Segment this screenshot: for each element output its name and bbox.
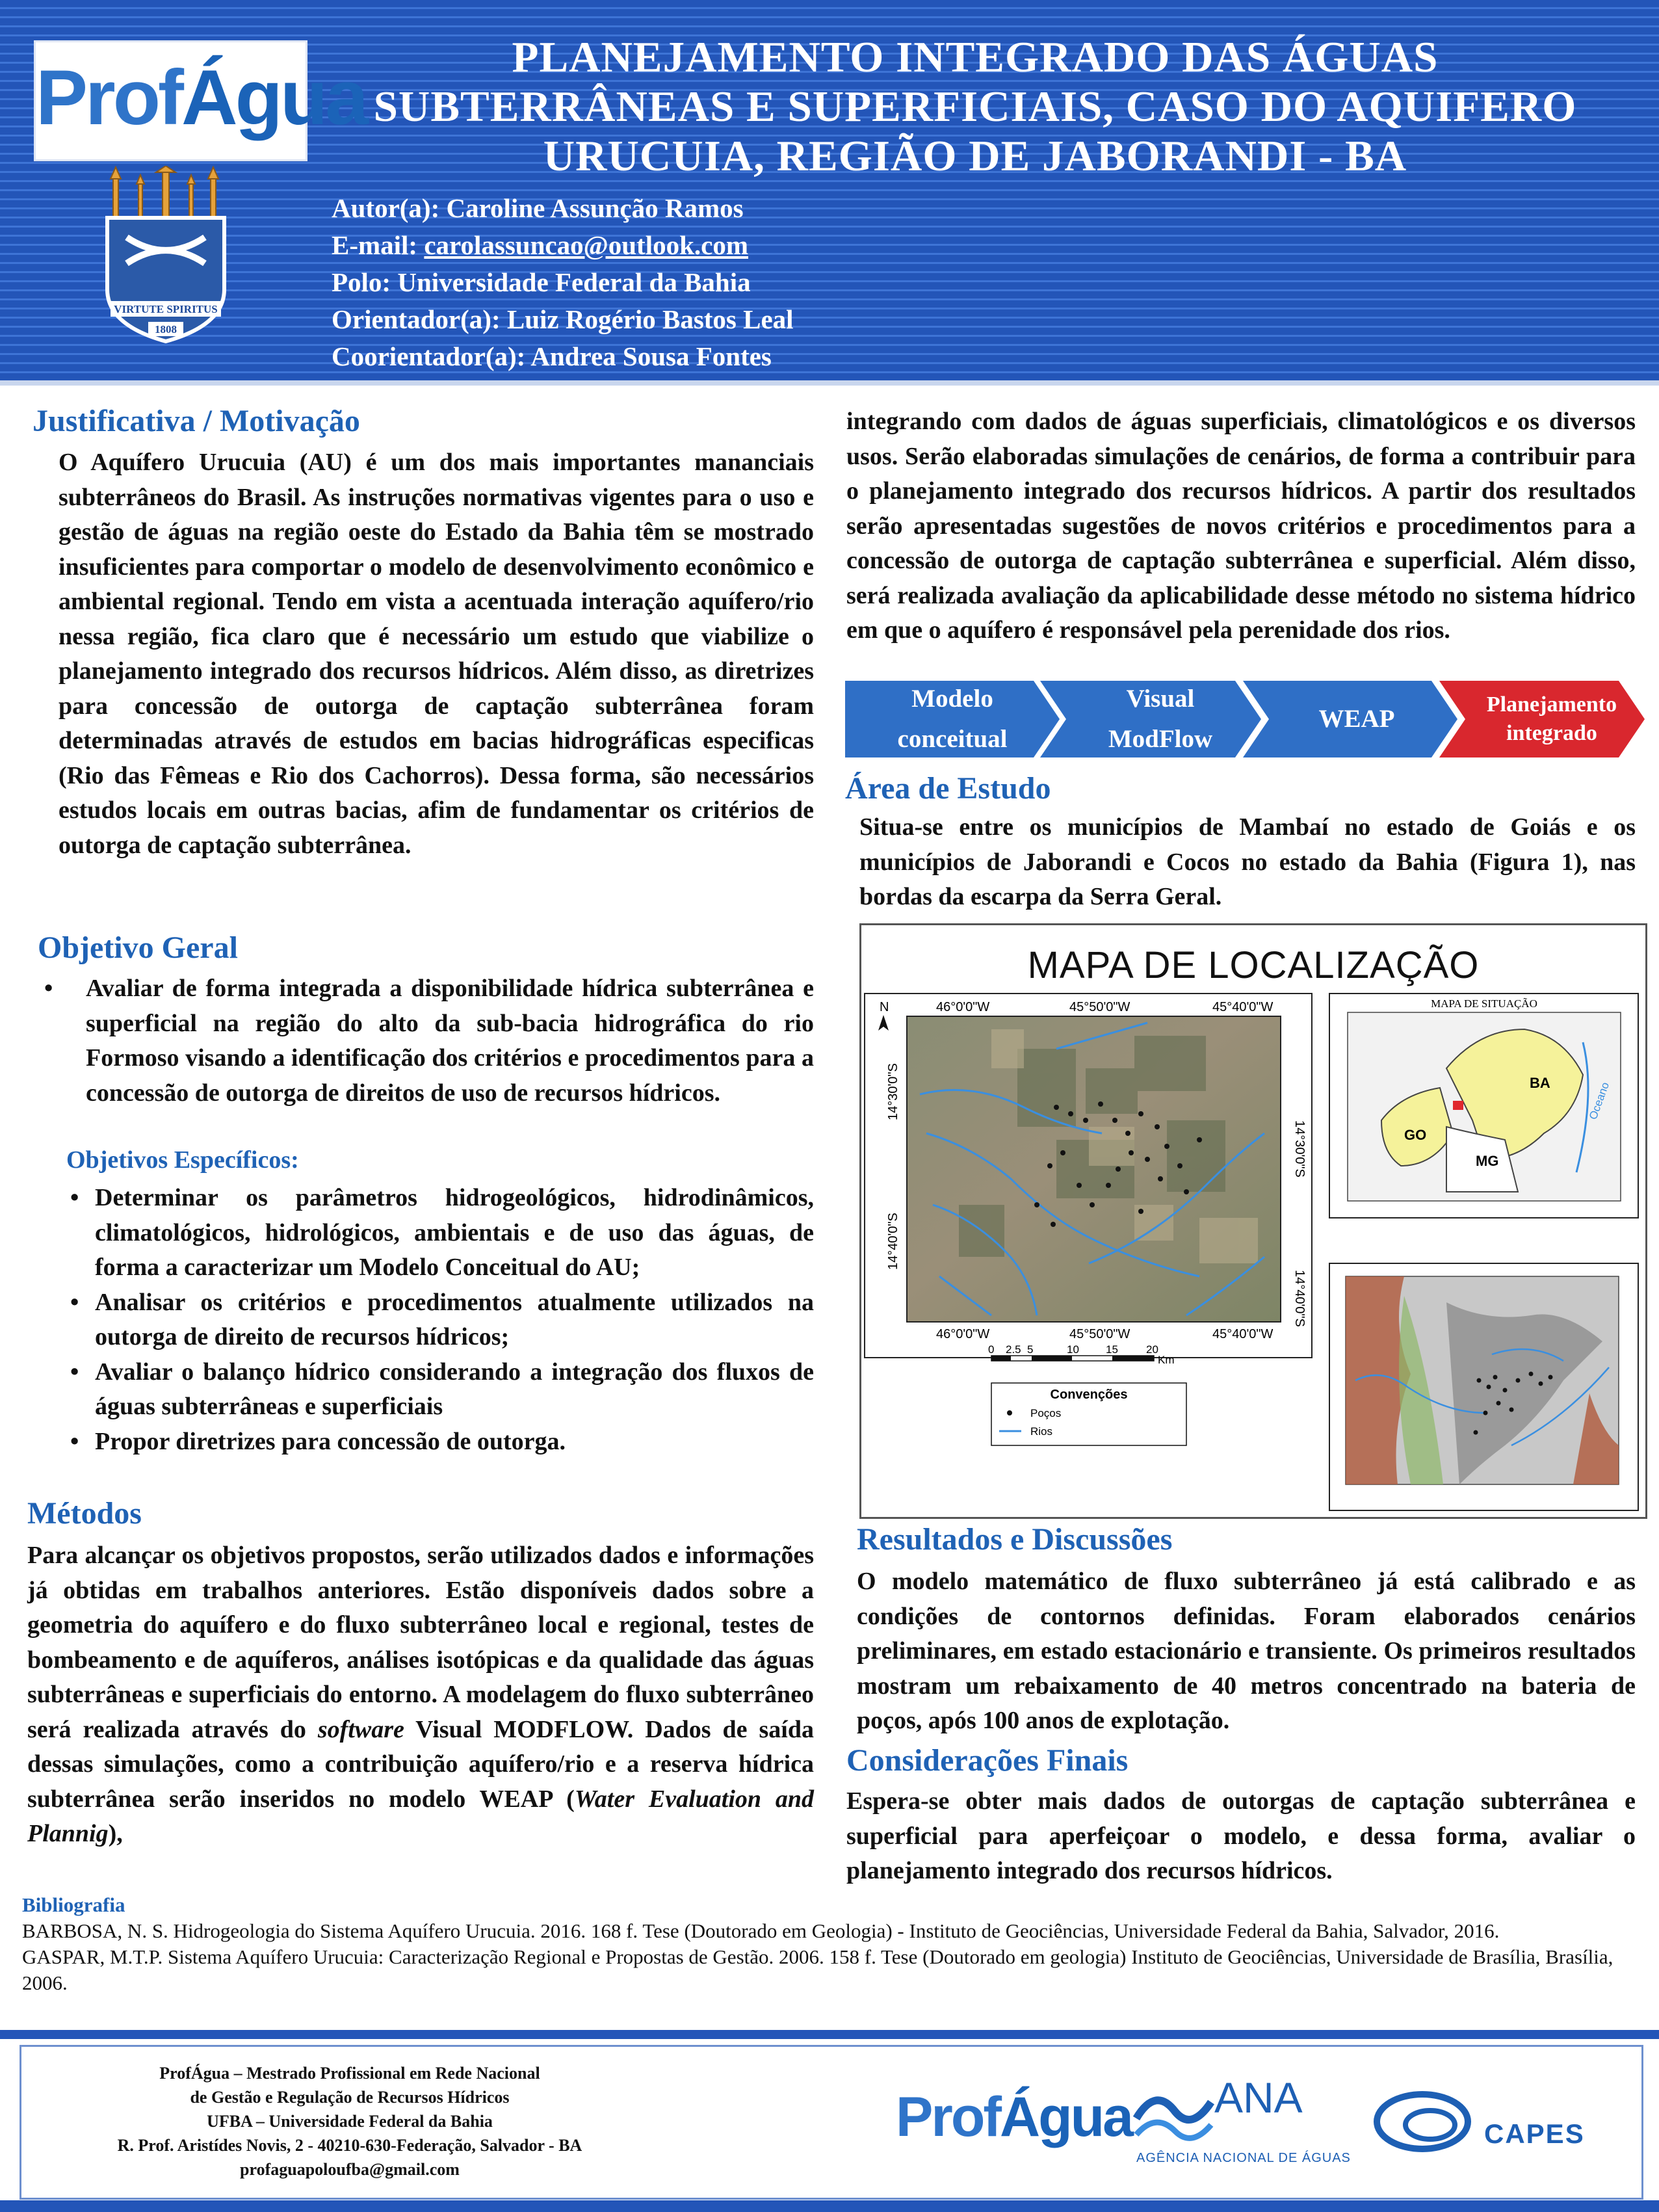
title-line: URUCUIA, REGIÃO DE JABORANDI - BA (543, 132, 1407, 180)
svg-text:10: 10 (1067, 1343, 1079, 1356)
svg-text:MG: MG (1476, 1153, 1499, 1169)
svg-text:14°30'0"S: 14°30'0"S (1292, 1120, 1307, 1178)
consideracoes-heading: Considerações Finais (846, 1743, 1129, 1778)
svg-text:45°50'0"W: 45°50'0"W (1069, 1327, 1130, 1341)
specific-item: • Analisar os critérios e procedimentos atualmente utilizados na outorga de direito de recursos hídricos; (64, 1285, 814, 1355)
svg-text:14°30'0"S: 14°30'0"S (886, 1063, 900, 1120)
justificativa-text: O Aquífero Urucuia (AU) é um dos mais importantes mananciais subterrâneos do Brasil. As instruções normativas vigentes para o uso e gestão de águas na região oeste do Estado da Bahia têm se mostrado insuficientes para comportar o modelo de desenvolvimento econômico e ambiental regional. Tendo em vista a acentuada interação aquífero/rio nessa região, fica claro que é necessário um estudo que viabilize o planejamento integrado dos recursos hídricos. Além disso, as diretrizes para concessão de outorga de captação subterrânea foram determinadas através de estudos em bacias hidrográficas especificas (Rio das Fêmeas e Rio dos Cachorros). Dessa forma, são necessários estudos locais em outras bacias, afim de fundamentar os critérios de outorga de captação subterrânea. (59, 449, 814, 859)
svg-text:5: 5 (1027, 1343, 1034, 1356)
email-link[interactable]: carolassuncao@outlook.com (424, 230, 748, 260)
footer-profagua-logo: ProfÁgua (896, 2086, 1132, 2148)
metodos-continuation: integrando com dados de águas superficiais, climatológicos e os diversos usos. Serão elaboradas simulações de cenários, de forma a contribuir para o planejamento integrado dos recursos hídricos. A partir dos resultados serão apresentadas sugestões de novos critérios e procedimentos para a concessão de outorga de captação subterrânea e superficial. Além disso, será realizada avaliação da aplicabilidade desse método no sistema hídrico em que o aquífero é responsável pela perenidade dos rios. (846, 408, 1636, 644)
title-line: SUBTERRÂNEAS E SUPERFICIAIS, CASO DO AQUIFERO (373, 83, 1577, 131)
svg-text:MAPA DE SITUAÇÃO: MAPA DE SITUAÇÃO (1431, 997, 1537, 1010)
footer (20, 2045, 1643, 2200)
capes-logo: CAPES (1370, 2073, 1604, 2170)
map-title: MAPA DE LOCALIZAÇÃO (1027, 944, 1480, 986)
author-info (332, 190, 794, 375)
area-estudo-heading: Área de Estudo (845, 771, 1051, 806)
svg-text:45°40'0"W: 45°40'0"W (1212, 1000, 1274, 1014)
svg-text:2.5: 2.5 (1006, 1343, 1021, 1356)
objetivos-especificos-list (64, 1181, 814, 1459)
author-line: Autor(a): Caroline Assunção Ramos (332, 193, 744, 223)
poster-title (306, 33, 1645, 181)
svg-text:46°0'0"W: 46°0'0"W (936, 1000, 990, 1014)
specific-item: • Propor diretrizes para concessão de outorga. (64, 1425, 814, 1460)
svg-text:45°50'0"W: 45°50'0"W (1069, 1000, 1130, 1014)
flow-step-visual-modflow: Visual ModFlow (1040, 681, 1261, 757)
svg-text:Km: Km (1158, 1354, 1175, 1366)
profagua-logo: ProfÁgua (34, 40, 307, 161)
objetivo-list (31, 971, 814, 1111)
svg-text:Poços: Poços (1030, 1407, 1062, 1419)
svg-text:Convenções: Convenções (1050, 1388, 1128, 1402)
svg-text:0: 0 (988, 1343, 995, 1356)
ana-wave-icon (1130, 2073, 1214, 2144)
reference-item: GASPAR, M.T.P. Sistema Aquífero Urucuia: Caracterização Regional e Propostas de Gestão. 2006. 158 f. Tese (Doutorado em geologia) Instituto de Geociências, Universidade de Brasília, Brasília, 2006. (22, 1945, 1613, 1994)
objetivo-item: • Avaliar de forma integrada a disponibilidade hídrica subterrânea e superficial na região do alto da sub-bacia hidrográfica do rio Formoso visando a identificação dos critérios e procedimentos para a concessão de outorga de direitos de uso de recursos hídricos. (31, 971, 814, 1111)
svg-text:N: N (880, 1000, 889, 1014)
footer-contact: ProfÁgua – Mestrado Profissional em Rede Nacional de Gestão e Regulação de Recursos Hídricos UFBA – Universidade Federal da Bahia R. Prof. Aristídes Novis, 2 - 40210-630-Federação, Salvador - BA profaguapoloufba@gmail.com (21, 2061, 678, 2181)
flow-step-modelo-conceitual: Modelo conceitual (845, 681, 1060, 757)
poster-header (0, 0, 1659, 386)
ufba-crest-icon (98, 166, 234, 354)
resultados-heading: Resultados e Discussões (857, 1522, 1173, 1557)
svg-text:20: 20 (1146, 1343, 1158, 1356)
satellite-map (861, 990, 1645, 1517)
footer-email: profaguapoloufba@gmail.com (240, 2160, 460, 2179)
ana-logo: ANA AGÊNCIA NACIONAL DE ÁGUAS (1130, 2066, 1338, 2183)
flow-step-weap: WEAP (1243, 681, 1457, 757)
advisor-line: Orientador(a): Luiz Rogério Bastos Leal (332, 304, 794, 334)
consideracoes-text: Espera-se obter mais dados de outorgas de captação subterrânea e superficial para aperfeiçoar o modelo, e dessa forma, avaliar o planejamento integrado dos recursos hídricos. (846, 1787, 1636, 1884)
resultados-text: O modelo matemático de fluxo subterrâneo já está calibrado e as condições de contornos definidas. Foram elaborados cenários preliminares, em estado estacionário e transiente. Os primeiros resultados mostram um rebaixamento de 40 metros concentrado na bateria de poços, após 100 anos de explotação. (857, 1568, 1636, 1734)
svg-text:Oceano: Oceano (1586, 1080, 1612, 1122)
location-map-figure (859, 923, 1647, 1519)
flow-step-planejamento-integrado: Planejamento integrado (1439, 681, 1645, 757)
justificativa-heading: Justificativa / Motivação (33, 404, 360, 438)
svg-text:1808: 1808 (155, 323, 177, 336)
svg-text:15: 15 (1106, 1343, 1118, 1356)
capes-ring-icon (1370, 2079, 1487, 2164)
reference-item: BARBOSA, N. S. Hidrogeologia do Sistema Aquífero Urucuia. 2016. 168 f. Tese (Doutorado em Geologia) - Instituto de Geociências, Universidade Federal da Bahia, Salvador, 2016. (22, 1919, 1500, 1942)
email-line: E-mail: carolassuncao@outlook.com (332, 230, 748, 260)
polo-line: Polo: Universidade Federal da Bahia (332, 267, 751, 297)
svg-text:Rios: Rios (1030, 1425, 1053, 1438)
svg-text:45°40'0"W: 45°40'0"W (1212, 1327, 1274, 1341)
svg-text:46°0'0"W: 46°0'0"W (936, 1327, 990, 1341)
svg-text:GO: GO (1404, 1127, 1427, 1143)
bibliography-heading: Bibliografia (22, 1893, 125, 1916)
specific-item: • Avaliar o balanço hídrico considerando a integração dos fluxos de águas subterrâneas e superficiais (64, 1355, 814, 1425)
metodos-text: Para alcançar os objetivos propostos, serão utilizados dados e informações já obtidas em trabalhos anteriores. Estão disponíveis dados sobre a geometria do aquífero e do fluxo subterrâneo local e regional, testes de bombeamento e de aquíferos, análises isotópicas e da qualidade das águas subterrâneas e superficiais do entorno. A modelagem do fluxo subterrâneo será realizada através do software Visual MODFLOW. Dados de saída dessas simulações, como a contribuição aquífero/rio e a reserva hídrica subterrânea serão inseridos no modelo WEAP (Water Evaluation and Plannig), (27, 1542, 814, 1847)
bibliography (22, 1892, 1638, 1996)
objetivo-heading: Objetivo Geral (38, 930, 238, 965)
svg-text:BA: BA (1530, 1075, 1550, 1091)
metodos-heading: Métodos (27, 1496, 142, 1531)
specific-item: • Determinar os parâmetros hidrogeológicos, hidrodinâmicos, climatológicos, hidrológicos, ambientais e de uso das águas, de forma a caracterizar um Modelo Conceitual do AU; (64, 1181, 814, 1285)
svg-text:VIRTUTE SPIRITUS: VIRTUTE SPIRITUS (114, 303, 218, 315)
area-estudo-text: Situa-se entre os municípios de Mambaí no estado de Goiás e os municípios de Jaborandi e Cocos no estado da Bahia (Figura 1), nas bordas da escarpa da Serra Geral. (859, 813, 1636, 910)
title-line: PLANEJAMENTO INTEGRADO DAS ÁGUAS (512, 33, 1439, 81)
svg-text:14°40'0"S: 14°40'0"S (1292, 1270, 1307, 1327)
coadvisor-line: Coorientador(a): Andrea Sousa Fontes (332, 341, 772, 371)
footer-bar-bottom (0, 2200, 1659, 2212)
footer-bar-top (0, 2030, 1659, 2039)
svg-text:14°40'0"S: 14°40'0"S (886, 1213, 900, 1270)
objetivos-especificos-heading: Objetivos Específicos: (66, 1146, 299, 1174)
